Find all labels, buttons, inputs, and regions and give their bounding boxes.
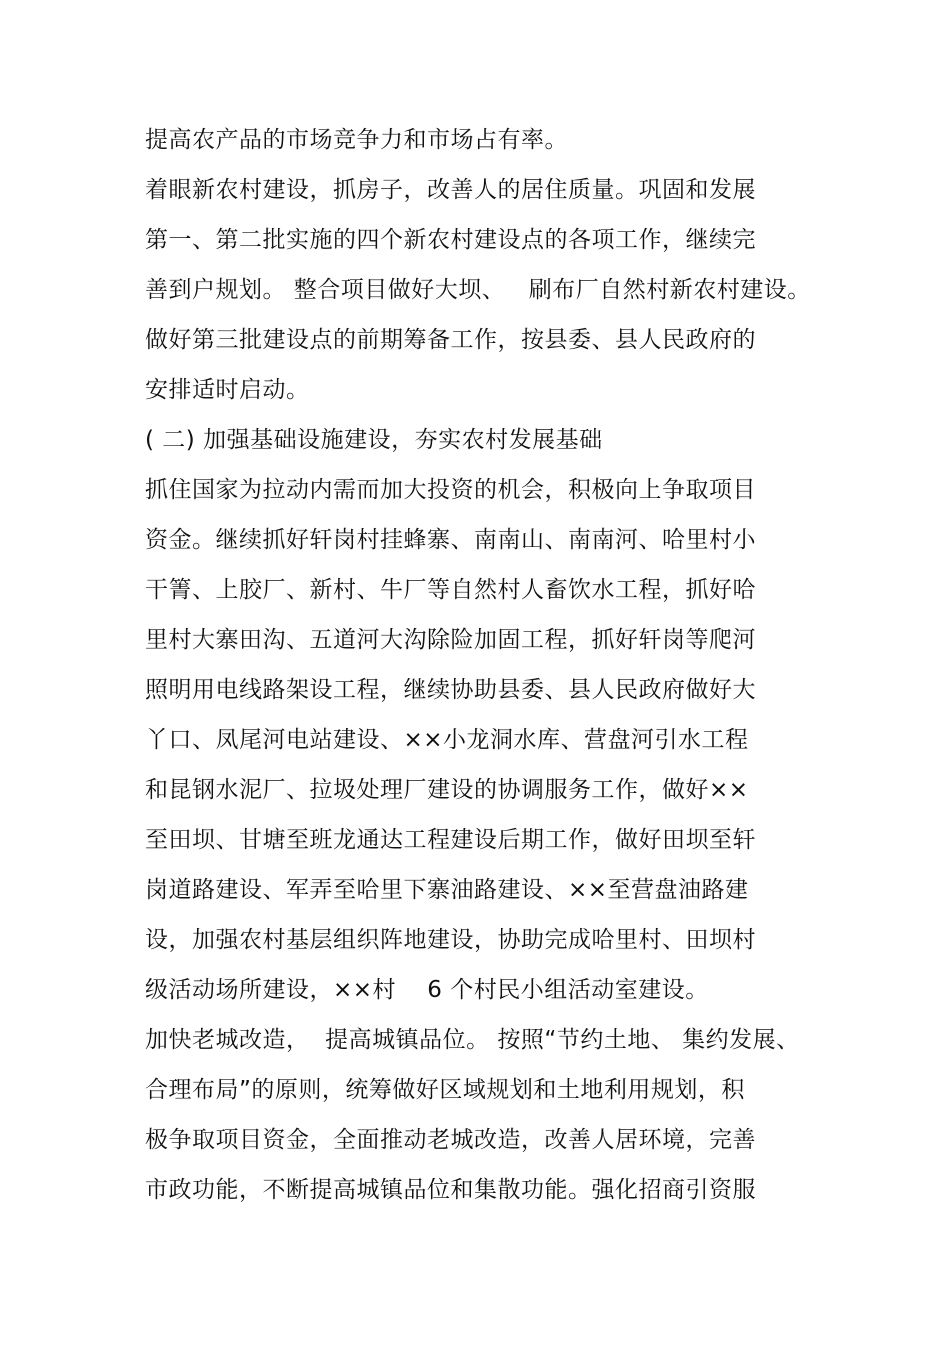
text-line: 里村大寨田沟、五道河大沟除险加固工程，抓好轩岗等爬河 bbox=[145, 627, 756, 653]
text-line: 善到户规划。 整合项目做好大坝、 刷布厂自然村新农村建设。 bbox=[145, 277, 811, 303]
text-line: 极争取项目资金，全面推动老城改造，改善人居环境，完善 bbox=[145, 1127, 756, 1153]
text-line: 设，加强农村基层组织阵地建设，协助完成哈里村、田坝村 bbox=[145, 927, 756, 953]
text-line: 照明用电线路架设工程，继续协助县委、县人民政府做好大 bbox=[145, 677, 756, 703]
text-line: 至田坝、甘塘至班龙通达工程建设后期工作，做好田坝至轩 bbox=[145, 827, 756, 853]
text-line: 丫口、凤尾河电站建设、××小龙洞水库、营盘河引水工程 bbox=[145, 727, 749, 753]
text-line: 第一、第二批实施的四个新农村建设点的各项工作，继续完 bbox=[145, 227, 756, 253]
text-line: 市政功能，不断提高城镇品位和集散功能。强化招商引资服 bbox=[145, 1177, 756, 1203]
text-line: 提高农产品的市场竞争力和市场占有率。 bbox=[145, 127, 568, 153]
text-line: 抓住国家为拉动内需而加大投资的机会，积极向上争取项目 bbox=[145, 477, 756, 503]
text-line: 干箐、上胶厂、新村、牛厂等自然村人畜饮水工程，抓好哈 bbox=[145, 577, 756, 603]
text-line: 做好第三批建设点的前期筹备工作，按县委、县人民政府的 bbox=[145, 327, 756, 353]
text-line: 资金。继续抓好轩岗村挂蜂寨、南南山、南南河、哈里村小 bbox=[145, 527, 756, 553]
text-line: 着眼新农村建设，抓房子，改善人的居住质量。巩固和发展 bbox=[145, 177, 756, 203]
section-heading: ( 二) 加强基础设施建设，夯实农村发展基础 bbox=[145, 427, 603, 453]
text-line: 岗道路建设、军弄至哈里下寨油路建设、××至营盘油路建 bbox=[145, 877, 749, 903]
text-line: 和昆钢水泥厂、拉圾处理厂建设的协调服务工作，做好×× bbox=[145, 777, 749, 803]
text-line: 安排适时启动。 bbox=[145, 377, 310, 403]
text-line: 级活动场所建设，××村 6 个村民小组活动室建设。 bbox=[145, 977, 709, 1003]
text-line: 合理布局”的原则，统筹做好区域规划和土地利用规划，积 bbox=[145, 1077, 745, 1103]
text-line: 加快老城改造， 提高城镇品位。 按照“节约土地、 集约发展、 bbox=[145, 1027, 800, 1053]
